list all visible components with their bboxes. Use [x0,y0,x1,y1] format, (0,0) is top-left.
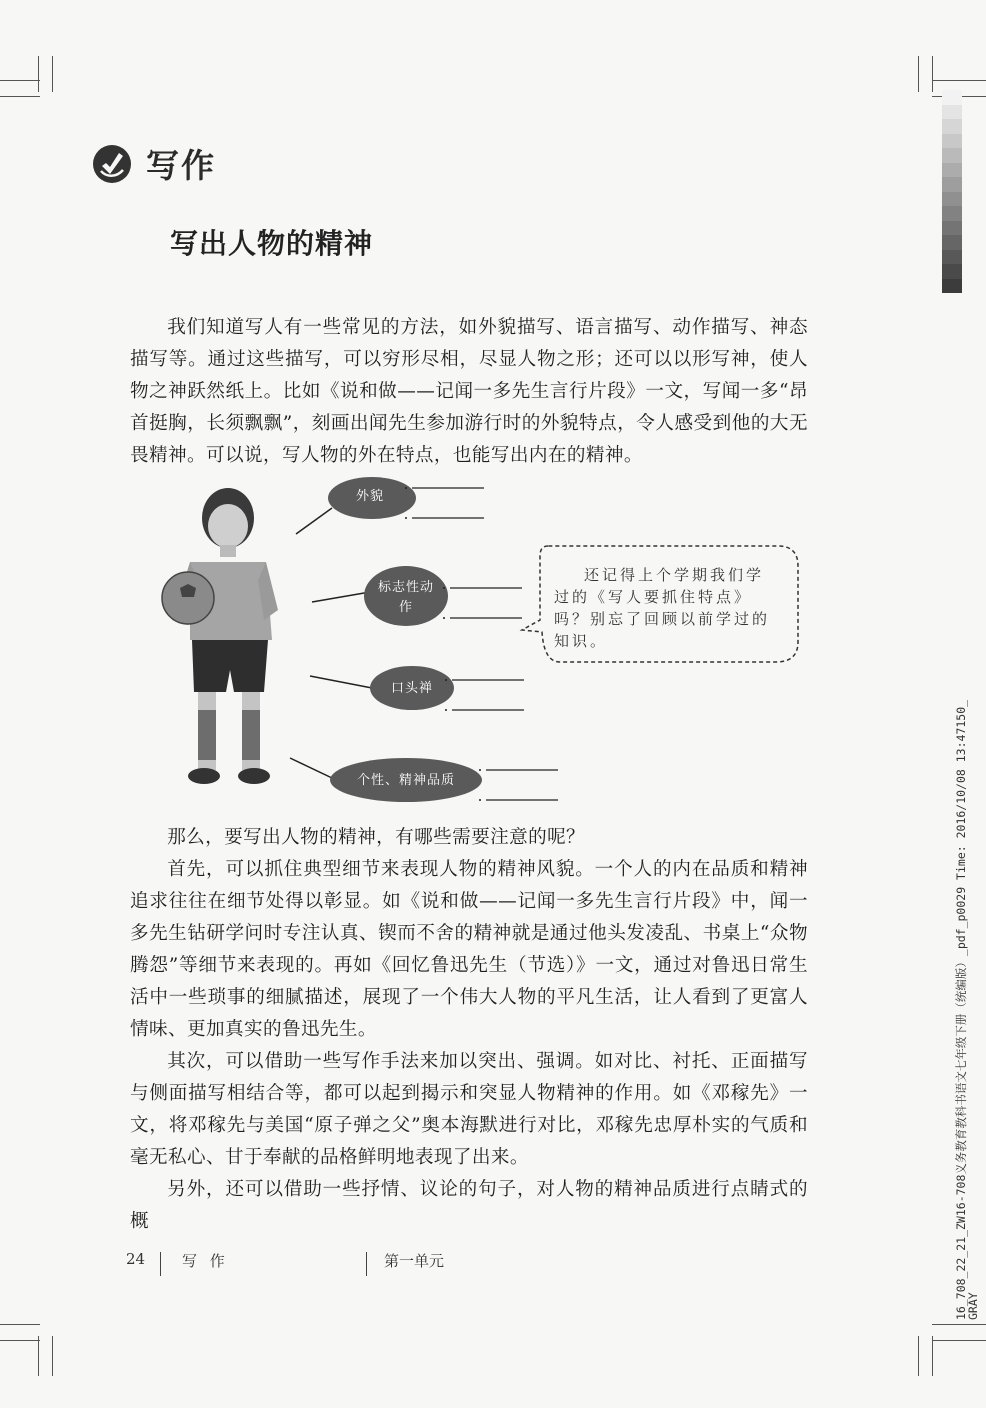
crop-mark [932,1340,986,1341]
answer-dots [405,487,481,801]
crop-mark [38,56,39,92]
tip-bubble-text: 还记得上个学期我们学过的《写人要抓住特点》吗？别忘了回顾以前学过的知识。 [554,566,771,650]
print-info [955,700,979,1320]
writing-pen-icon [92,144,132,184]
grayscale-swatch [942,163,962,178]
crop-mark [918,56,919,92]
crop-mark [932,80,986,81]
grayscale-swatch [942,264,962,279]
crop-mark [932,56,933,92]
footer-section: 写 作 [182,1252,229,1270]
page-title: 写出人物的精神 [170,227,374,260]
footer-divider [160,1252,161,1276]
body-paragraph: 首先，可以抓住典型细节来表现人物的精神风貌。一个人的内在品质和精神追求往往在细节处得以彰显。如《说和做——记闻一多先生言行片段》中，闻一多先生钻研学问时专注认真、锲而不舍的精神就是通过他头发凌乱、书桌上“众物腾怨”等细节来表现的。再如《回忆鲁迅先生（节选）》一文，通过对鲁迅日常生活中一些琐事的细腻描述，展现了一个伟大人物的平凡生活，让人看到了更富人情味、更加真实的鲁迅先生。 [130,859,808,1040]
crop-mark [0,1324,40,1325]
grayscale-swatch [942,134,962,149]
crop-mark [0,80,40,81]
body-paragraph: 另外，还可以借助一些抒情、议论的句子，对人物的精神品质进行点睛式的概 [130,1179,808,1232]
grayscale-swatch [942,148,962,163]
label-signature-action: 标志性动作 [377,580,434,615]
crop-mark [38,1336,39,1376]
grayscale-swatch [942,235,962,250]
label-catchphrase: 口头禅 [390,681,433,696]
page-number: 24 [126,1250,146,1268]
answer-blanks [412,488,558,800]
print-info-gray: GRAY [966,1292,980,1320]
crop-mark [918,1336,919,1376]
grayscale-swatch [942,206,962,221]
footer-divider [366,1252,367,1276]
connector-line [310,676,372,688]
grayscale-swatch [942,177,962,192]
print-info-line: 16_708_22_21_ZW16-708义务教育教科书语文七年级下册（统编版）_pdf_p0029 Time: 2016/10/08 13:47150_ [954,699,968,1320]
grayscale-swatch [942,279,962,294]
connector-line [296,508,332,534]
crop-mark [0,1340,40,1341]
footer-unit: 第一单元 [384,1252,445,1270]
crop-mark [0,96,40,97]
section-title: 写作 [146,146,216,185]
crop-mark [52,1336,53,1376]
grayscale-swatch [942,119,962,134]
intro-paragraph: 我们知道写人有一些常见的方法，如外貌描写、语言描写、动作描写、神态描写等。通过这些描写，可以穷形尽相，尽显人物之形；还可以以形写神，使人物之神跃然纸上。比如《说和做——记闻一多先生言行片段》一文，写闻一多“昂首挺胸，长须飘飘”，刻画出闻先生参加游行时的外貌特点，令人感受到他的大无畏精神。可以说，写人物的外在特点，也能写出内在的精神。 [130,317,808,466]
connector-line [312,592,370,602]
body-paragraph: 那么，要写出人物的精神，有哪些需要注意的呢？ [167,827,586,848]
label-appearance: 外貌 [355,489,384,504]
grayscale-calibration-bar [942,90,962,293]
grayscale-swatch [942,105,962,120]
grayscale-swatch [942,250,962,265]
crop-mark [932,1324,986,1325]
grayscale-swatch [942,90,962,105]
crop-mark [932,1336,933,1376]
label-personality: 个性、精神品质 [356,773,455,788]
crop-mark [52,56,53,92]
body-paragraph: 其次，可以借助一些写作手法来加以突出、强调。如对比、衬托、正面描写与侧面描写相结合等，都可以起到揭示和突显人物精神的作用。如《邓稼先》一文，将邓稼先与美国“原子弹之父”奥本海默进行对比，邓稼先忠厚朴实的气质和毫无私心、甘于奉献的品格鲜明地表现了出来。 [130,1051,808,1168]
connector-line [290,758,332,778]
grayscale-swatch [942,192,962,207]
grayscale-swatch [942,221,962,236]
boy-with-ball-illustration [162,488,278,784]
section-header [92,140,216,187]
